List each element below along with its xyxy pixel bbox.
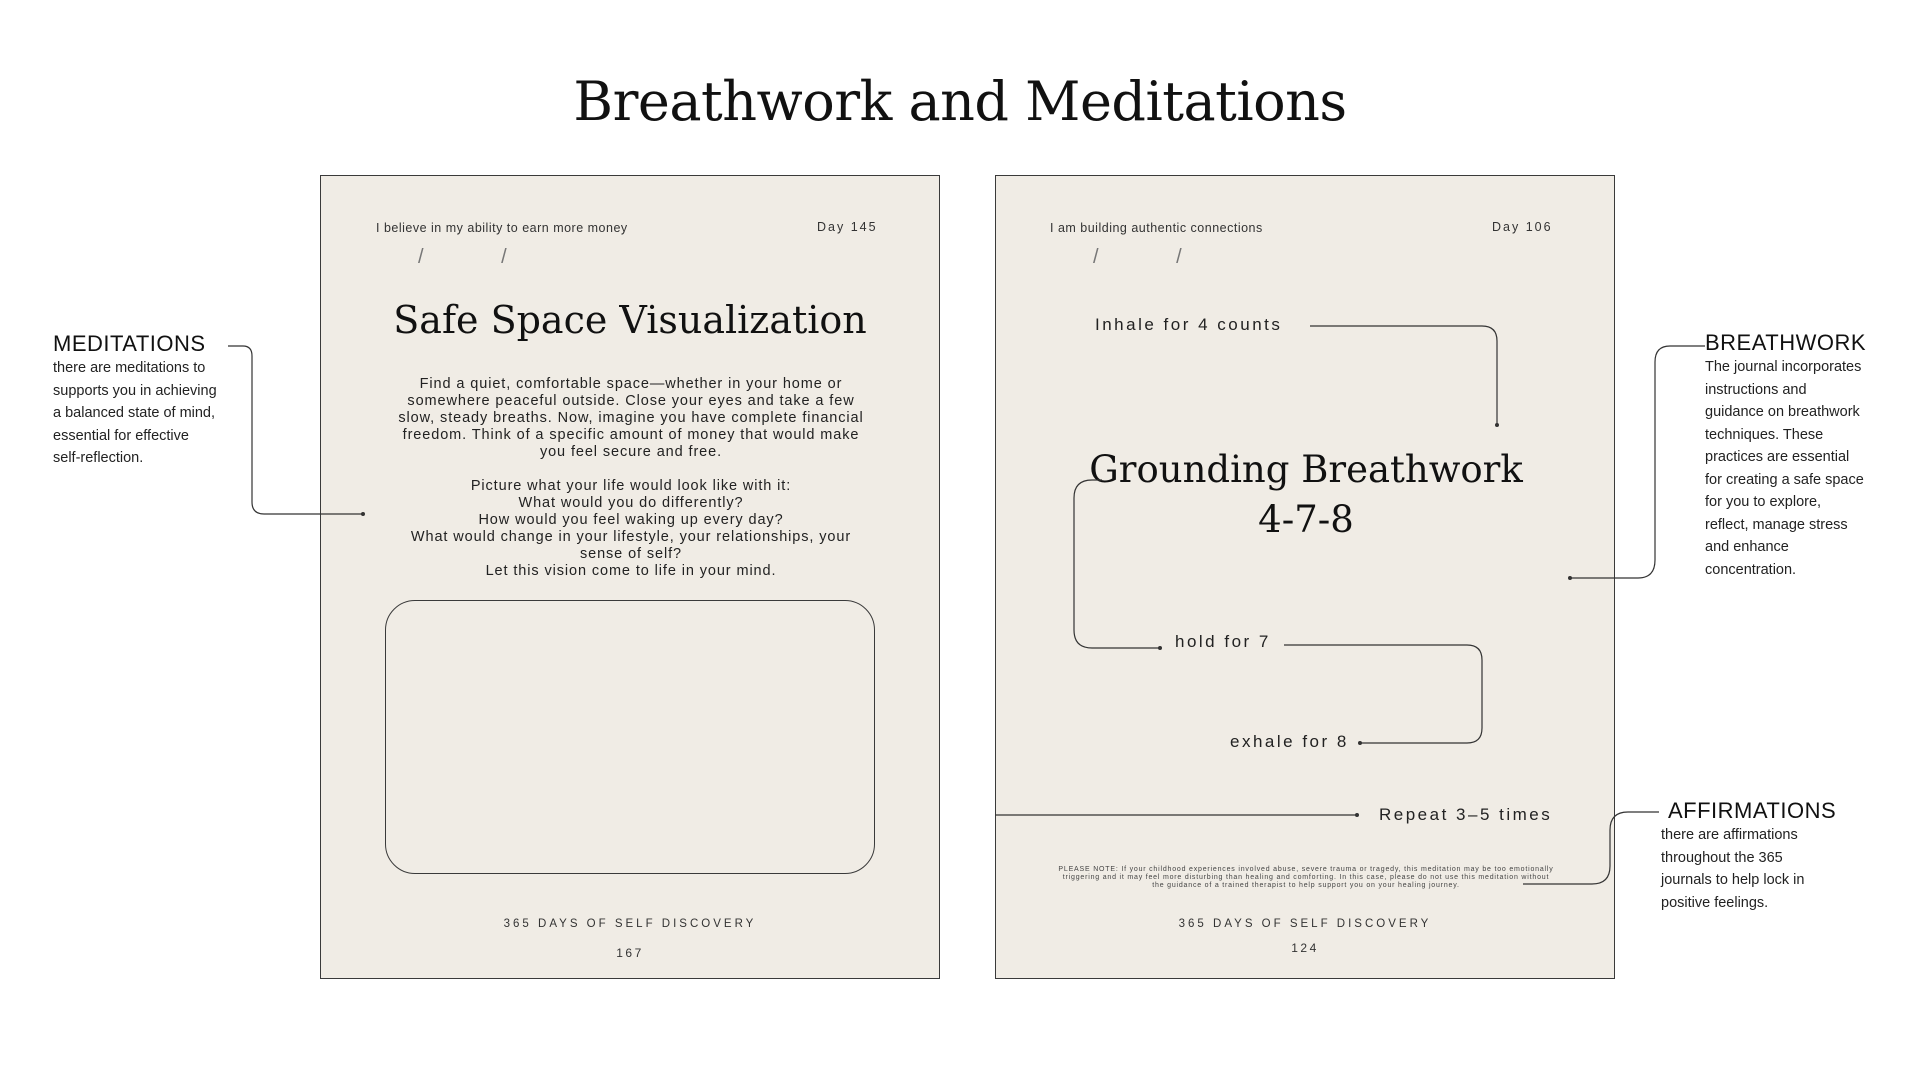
page-footer: 365 DAYS OF SELF DISCOVERY — [1178, 918, 1432, 930]
date-slashes: / / — [418, 246, 543, 268]
page-subtitle: 4-7-8 — [1258, 498, 1354, 541]
page-number: 167 — [616, 946, 644, 960]
step-repeat: Repeat 3–5 times — [1379, 805, 1553, 824]
page-number: 124 — [1291, 941, 1319, 955]
breathwork-description: The journal incorporates instructions and guidance on breathwork techniques. These practices are essential for creating a safe space for you to explore, reflect, manage stress and enhance concentration. — [1705, 359, 1864, 578]
step-exhale: exhale for 8 — [1230, 732, 1349, 751]
page-footer: 365 DAYS OF SELF DISCOVERY — [503, 918, 757, 930]
affirmations-description: there are affirmations throughout the 365 journals to help lock in positive feelings. — [1661, 827, 1805, 911]
instructions-paragraph-1: Find a quiet, comfortable space—whether in your home or somewhere peaceful outside. Close your eyes and take a few slow, steady breaths. Now, imagine you have complete financial freedom. Think of a specific amount of money that would make you feel secure and free. — [398, 376, 864, 460]
page-title: Safe Space Visualization — [393, 298, 867, 342]
date-slashes: / / — [1093, 246, 1218, 268]
meditations-heading: MEDITATIONS — [53, 331, 206, 356]
step-hold: hold for 7 — [1175, 632, 1271, 651]
breathwork-callout-line — [1570, 346, 1705, 578]
breathwork-heading: BREATHWORK — [1705, 330, 1867, 355]
safety-note: PLEASE NOTE: If your childhood experiences involved abuse, severe trauma or tragedy, this meditation may be too emotionally triggering and it may feel more disturbing than healing and comforting. In this case, please do not use this meditation without the guidance of a trained therapist to help support you on your healing journey. — [1058, 866, 1554, 889]
page-affirmation: I believe in my ability to earn more money — [376, 221, 628, 235]
exhale-arrow-line — [1284, 645, 1482, 743]
page-title: Grounding Breathwork — [1089, 448, 1523, 491]
meditations-callout-line — [228, 346, 363, 514]
affirmations-heading: AFFIRMATIONS — [1668, 798, 1837, 823]
page-day-label: Day 145 — [817, 220, 878, 234]
meditations-description: there are meditations to supports you in achieving a balanced state of mind, essential for effective self-reflection. — [53, 360, 217, 466]
inhale-arrow-line — [1310, 326, 1497, 425]
step-inhale: Inhale for 4 counts — [1095, 315, 1283, 334]
hold-arrow-line — [1074, 480, 1160, 648]
main-title: Breathwork and Meditations — [573, 70, 1347, 133]
affirmations-callout-line — [1523, 812, 1659, 884]
page-affirmation: I am building authentic connections — [1050, 221, 1263, 235]
page-day-label: Day 106 — [1492, 220, 1553, 234]
instructions-paragraph-2: Picture what your life would look like with it: What would you do differently? How would you feel waking up every day? What would change in your lifestyle, your relationships, your sense of self? Let this vision come to life in your mind. — [410, 478, 852, 579]
